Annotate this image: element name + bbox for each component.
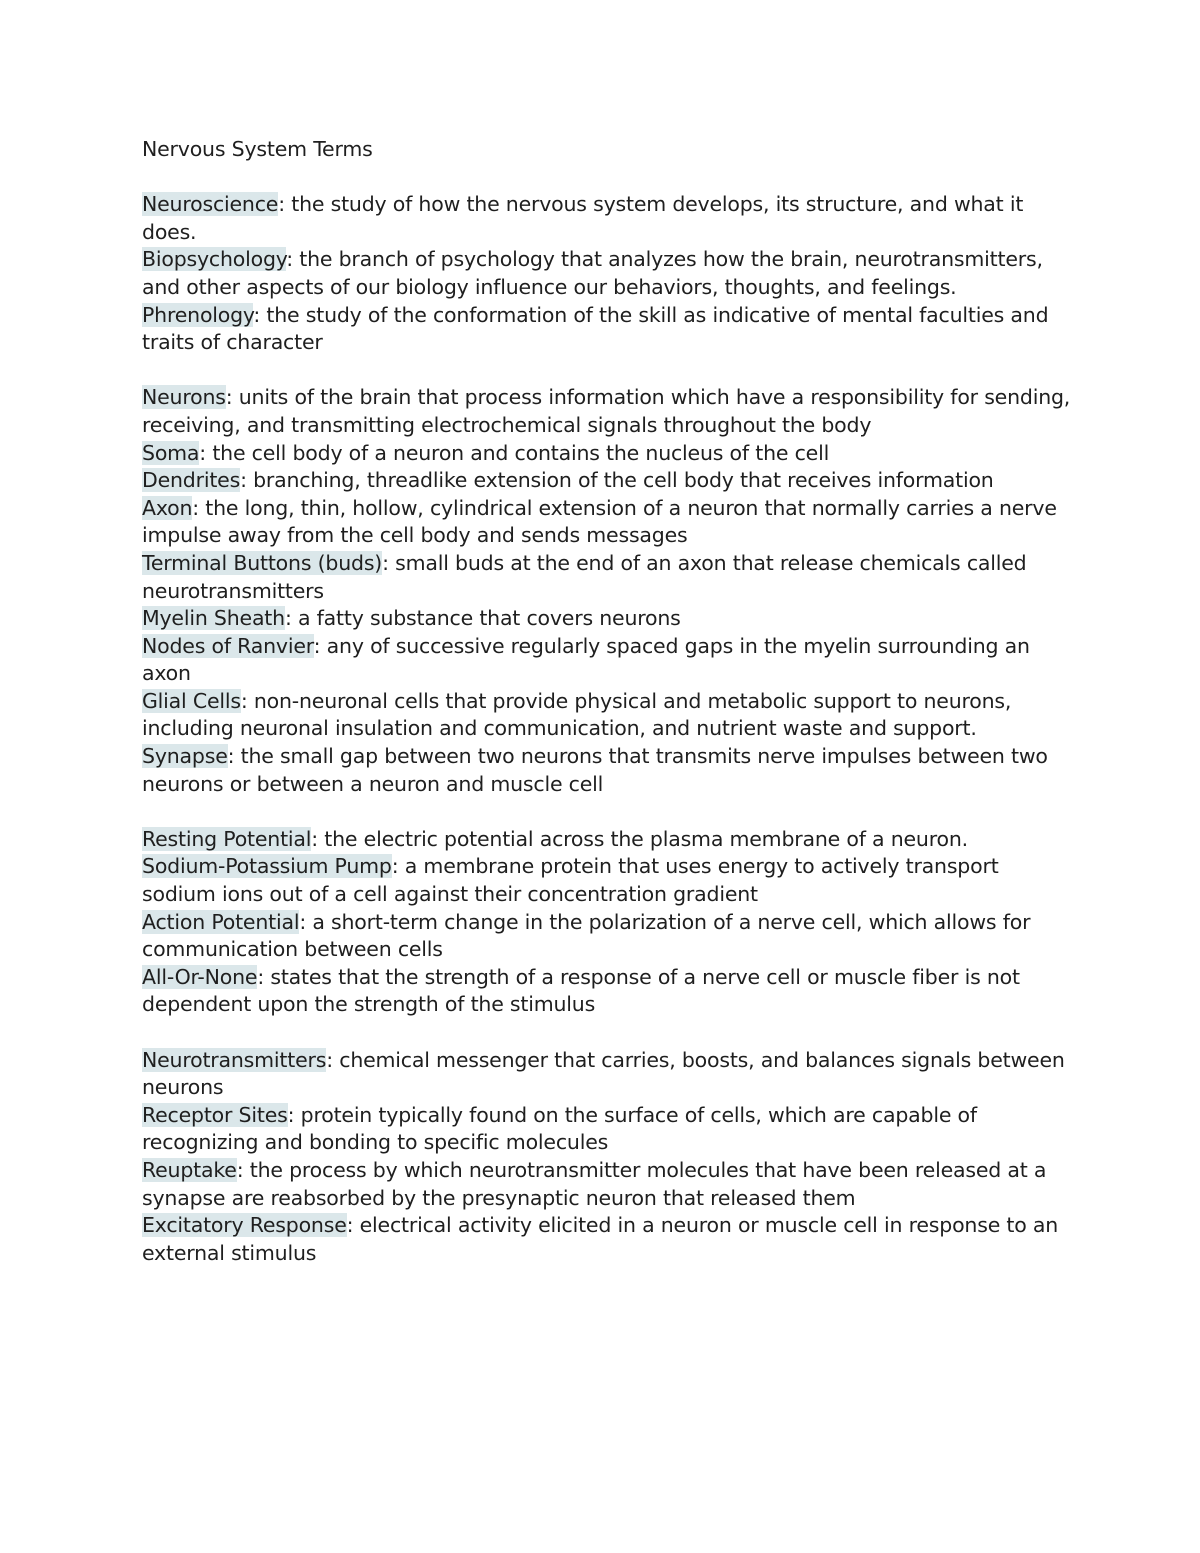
document-page — [142, 136, 1072, 1295]
definition: : states that the strength of a response of a nerve cell or muscle fiber is not dependent upon the strength of the stimulus — [142, 964, 1020, 1017]
term: Dendrites — [142, 468, 241, 493]
definition: : the process by which neurotransmitter molecules that have been released at a synapse are reabsorbed by the presynaptic neuron that released them — [142, 1157, 1047, 1210]
term: Neurons — [142, 385, 226, 410]
definition: : the study of the conformation of the skill as indicative of mental faculties and traits of character — [142, 302, 1049, 355]
definition: : small buds at the end of an axon that release chemicals called neurotransmitters — [142, 550, 1027, 603]
term: Action Potential — [142, 909, 300, 934]
definition: : a short-term change in the polarization of a nerve cell, which allows for communication between cells — [142, 909, 1031, 962]
glossary-entry — [142, 853, 1072, 908]
term: Resting Potential — [142, 826, 312, 851]
term: Excitatory Response — [142, 1213, 347, 1238]
glossary-entry — [142, 826, 1072, 854]
term: Neuroscience — [142, 192, 279, 217]
term: Reuptake — [142, 1157, 237, 1182]
glossary-entry — [142, 467, 1072, 495]
glossary-entry — [142, 1102, 1072, 1157]
definition: : the long, thin, hollow, cylindrical extension of a neuron that normally carries a nerve impulse away from the cell body and sends messages — [142, 495, 1057, 548]
glossary-entry — [142, 605, 1072, 633]
definition: : branching, threadlike extension of the cell body that receives information — [240, 468, 994, 493]
glossary-entry — [142, 688, 1072, 743]
term: Biopsychology — [142, 247, 287, 272]
document-title: Nervous System Terms — [142, 137, 373, 161]
definition: : any of successive regularly spaced gaps in the myelin surrounding an axon — [142, 633, 1030, 686]
term: Soma — [142, 440, 200, 465]
term: Sodium-Potassium Pump — [142, 854, 392, 879]
definition: : units of the brain that process information which have a responsibility for sending, receiving, and transmitting electrochemical signals throughout the body — [142, 385, 1071, 437]
definition: : non-neuronal cells that provide physical and metabolic support to neurons, including neuronal insulation and communication, and nutrient waste and support. — [142, 688, 1012, 741]
section-neuron-anatomy — [142, 384, 1072, 798]
definition: : the study of how the nervous system develops, its structure, and what it does. — [142, 192, 1024, 244]
glossary-entry — [142, 246, 1072, 301]
definition: : the branch of psychology that analyzes how the brain, neurotransmitters, and other aspects of our biology influence our behaviors, thoughts, and feelings. — [142, 247, 1043, 299]
term: Axon — [142, 495, 193, 520]
definition: : electrical activity elicited in a neuron or muscle cell in response to an external stimulus — [142, 1213, 1059, 1265]
definition: : protein typically found on the surface of cells, which are capable of recognizing and bonding to specific molecules — [142, 1102, 977, 1155]
definition: : the electric potential across the plasma membrane of a neuron. — [311, 826, 968, 851]
term: Receptor Sites — [142, 1102, 288, 1127]
term: Myelin Sheath — [142, 606, 285, 631]
glossary-entry — [142, 302, 1072, 357]
term: Phrenology — [142, 302, 254, 327]
definition: : a membrane protein that uses energy to actively transport sodium ions out of a cell against their concentration gradient — [142, 854, 999, 907]
definition: : the cell body of a neuron and contains the nucleus of the cell — [199, 440, 830, 465]
term: Nodes of Ranvier — [142, 633, 314, 658]
glossary-entry — [142, 550, 1072, 605]
definition: : chemical messenger that carries, boosts, and balances signals between neurons — [142, 1047, 1065, 1100]
section-neurotransmission — [142, 1047, 1072, 1268]
term: Glial Cells — [142, 688, 241, 713]
glossary-entry — [142, 633, 1072, 688]
glossary-entry — [142, 743, 1072, 798]
term: All-Or-None — [142, 964, 258, 989]
glossary-entry — [142, 440, 1072, 468]
term: Synapse — [142, 744, 228, 769]
glossary-entry — [142, 1157, 1072, 1212]
glossary-entry — [142, 191, 1072, 246]
glossary-entry — [142, 384, 1072, 439]
definition: : the small gap between two neurons that transmits nerve impulses between two neurons or between a neuron and muscle cell — [142, 744, 1048, 796]
glossary-entry — [142, 909, 1072, 964]
glossary-entry — [142, 1212, 1072, 1267]
term: Terminal Buttons (buds) — [142, 550, 383, 575]
glossary-entry — [142, 964, 1072, 1019]
term: Neurotransmitters — [142, 1047, 327, 1072]
section-neural-signaling — [142, 826, 1072, 1019]
definition: : a fatty substance that covers neurons — [284, 606, 681, 631]
glossary-entry — [142, 1047, 1072, 1102]
section-foundations — [142, 191, 1072, 357]
glossary-entry — [142, 495, 1072, 550]
